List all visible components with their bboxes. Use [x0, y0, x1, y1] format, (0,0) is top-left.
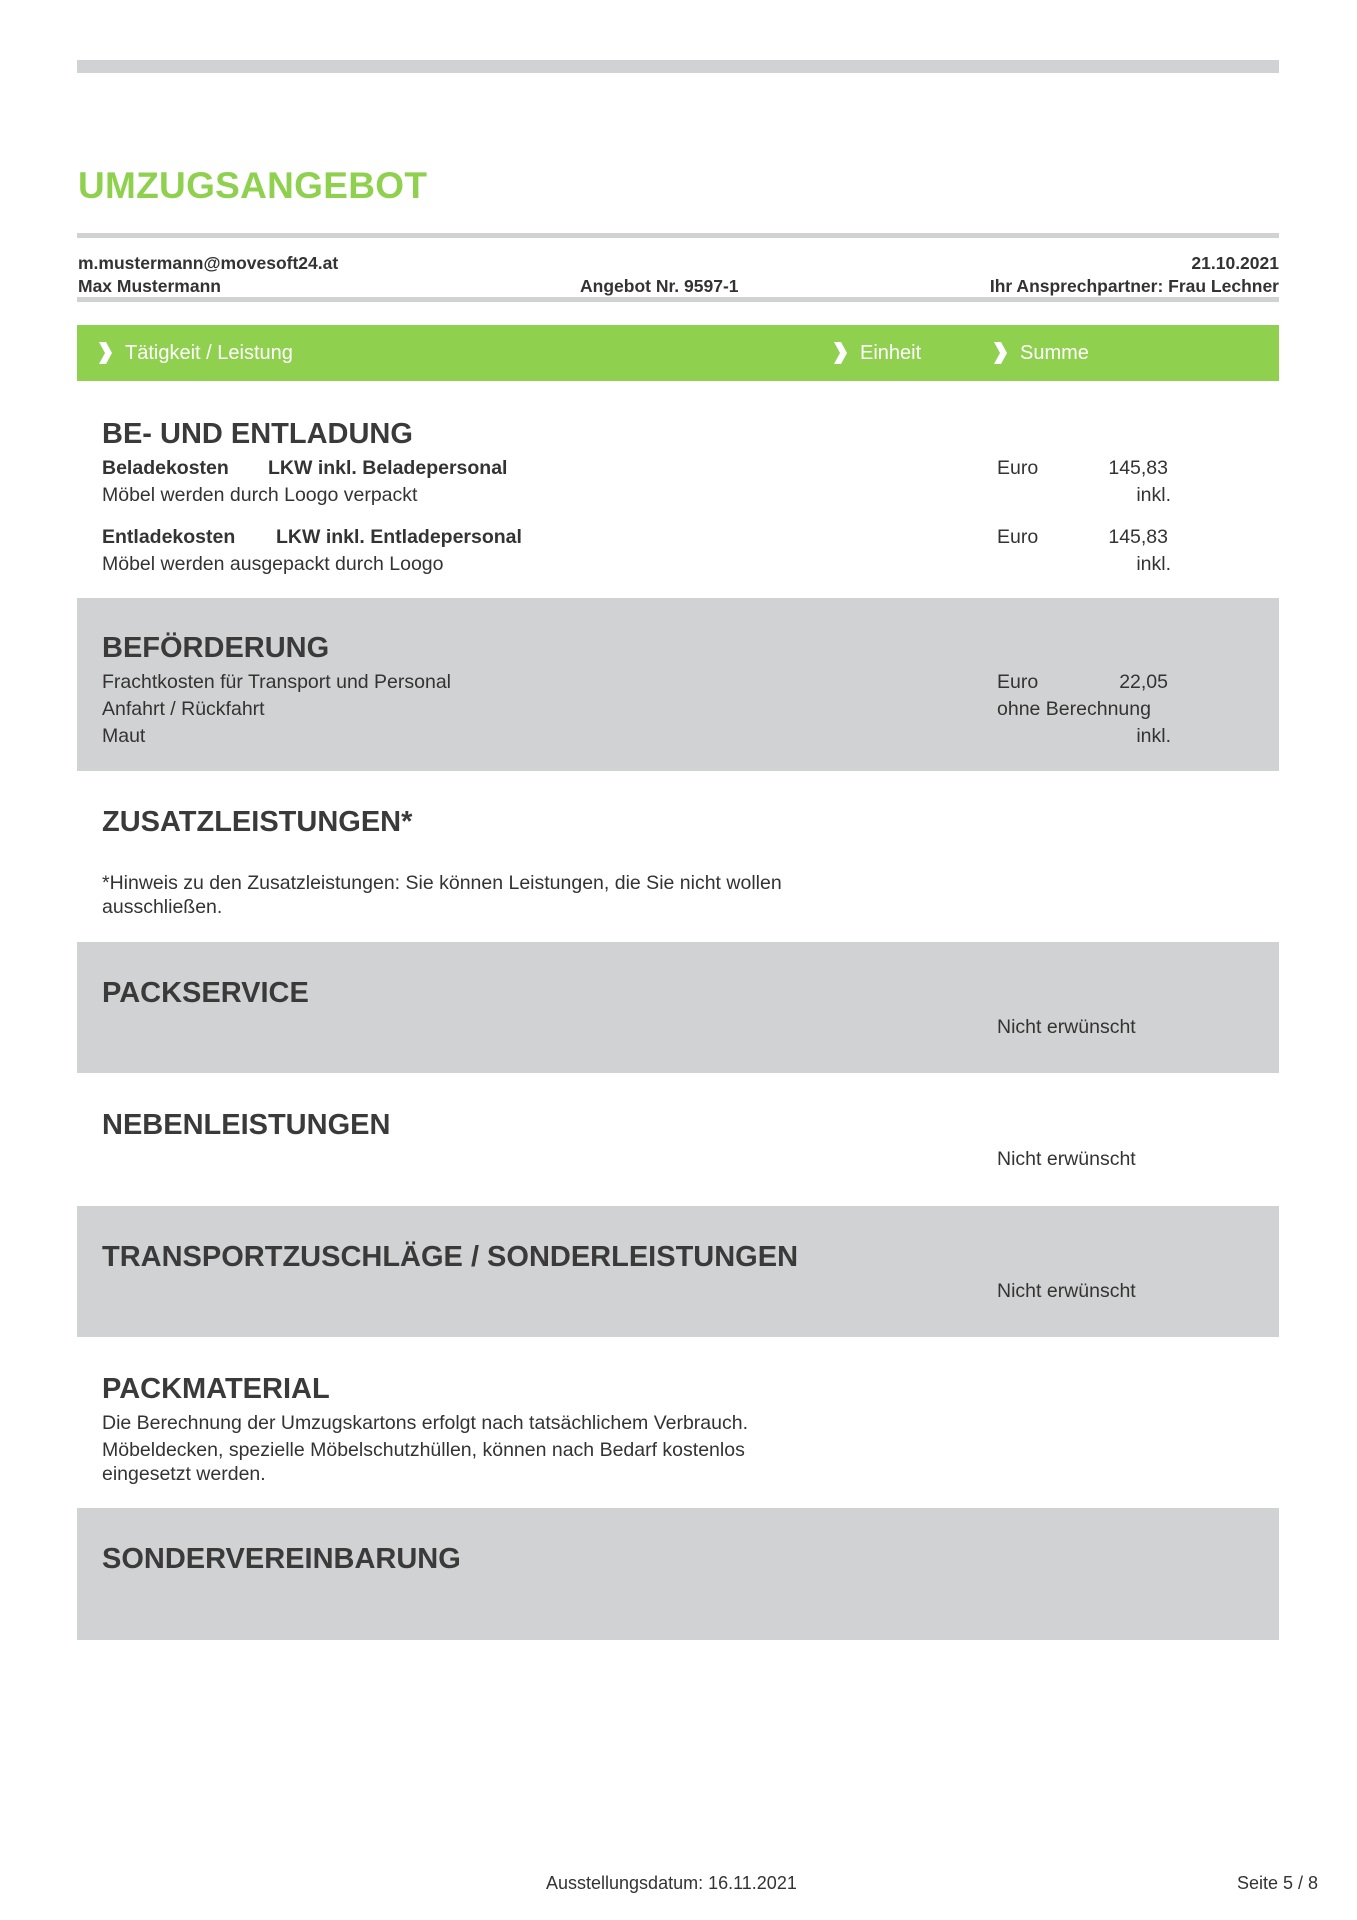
status-text: Nicht erwünscht — [997, 1280, 1136, 1302]
section-title-be-entladung: BE- UND ENTLADUNG — [102, 418, 413, 450]
transport-row-label: Maut — [102, 725, 146, 747]
transport-row-unit: Euro — [997, 671, 1039, 693]
item-label: Entladekosten — [102, 526, 236, 548]
status-text: Nicht erwünscht — [997, 1148, 1136, 1170]
packmaterial-text-2: Möbeldecken, spezielle Möbelschutzhüllen, können nach Bedarf kostenlos eingesetzt werden. — [102, 1439, 745, 1485]
transport-row-amount: 22,05 — [1119, 671, 1168, 693]
item-note-value: inkl. — [1136, 553, 1171, 575]
contact-person: Ihr Ansprechpartner: Frau Lechner — [989, 276, 1279, 296]
document-title: UMZUGSANGEBOT — [78, 165, 428, 206]
customer-email: m.mustermann@movesoft24.at — [78, 253, 339, 273]
status-text: Nicht erwünscht — [997, 1016, 1136, 1038]
item-unit: Euro — [997, 526, 1039, 548]
top-divider-bar — [77, 60, 1279, 73]
packmaterial-text-1: Die Berechnung der Umzugskartons erfolgt nach tatsächlichem Verbrauch. — [102, 1412, 749, 1434]
section-title-befoerderung: BEFÖRDERUNG — [102, 632, 330, 664]
footer-issue-date: Ausstellungsdatum: 16.11.2021 — [546, 1873, 797, 1893]
column-header-sum-label: Summe — [1020, 341, 1089, 364]
section-title-zusatzleistungen: ZUSATZLEISTUNGEN* — [102, 806, 413, 838]
section-title-packmaterial: PACKMATERIAL — [102, 1373, 330, 1405]
transport-row-label: Anfahrt / Rückfahrt — [102, 698, 265, 720]
header-rule-top — [77, 233, 1279, 238]
column-header-unit — [832, 341, 921, 365]
customer-name: Max Mustermann — [78, 276, 221, 296]
table-header-bar — [77, 325, 1279, 381]
item-amount: 145,83 — [1108, 457, 1168, 479]
transport-row-label: Frachtkosten für Transport und Personal — [102, 671, 452, 693]
transport-row-unit: ohne Berechnung — [997, 698, 1151, 720]
offer-date: 21.10.2021 — [1191, 253, 1279, 273]
footer-page-number: Seite 5 / 8 — [1236, 1873, 1318, 1893]
zusatz-hint: *Hinweis zu den Zusatzleistungen: Sie können Leistungen, die Sie nicht wollen ausschließen. — [102, 872, 782, 918]
item-unit: Euro — [997, 457, 1039, 479]
offer-number: Angebot Nr. 9597-1 — [580, 276, 739, 296]
section-title-nebenleistungen: NEBENLEISTUNGEN — [102, 1109, 391, 1141]
header-rule-bottom — [77, 297, 1279, 302]
section-title-transportzuschlaege: TRANSPORTZUSCHLÄGE / SONDERLEISTUNGEN — [102, 1241, 799, 1273]
transport-row-amount: inkl. — [1136, 725, 1171, 747]
chevron-right-icon — [832, 341, 848, 365]
section-title-packservice: PACKSERVICE — [102, 977, 309, 1009]
item-amount: 145,83 — [1108, 526, 1168, 548]
chevron-right-icon — [992, 341, 1008, 365]
column-header-activity-label: Tätigkeit / Leistung — [125, 341, 293, 364]
item-label: Beladekosten — [102, 457, 229, 479]
item-note: Möbel werden durch Loogo verpackt — [102, 484, 418, 506]
column-header-sum — [992, 341, 1089, 365]
column-header-activity — [97, 341, 293, 365]
item-note-value: inkl. — [1136, 484, 1171, 506]
item-note: Möbel werden ausgepackt durch Loogo — [102, 553, 444, 575]
item-detail: LKW inkl. Beladepersonal — [268, 457, 508, 479]
column-header-unit-label: Einheit — [860, 341, 922, 364]
section-title-sondervereinbarung: SONDERVEREINBARUNG — [102, 1543, 461, 1575]
item-detail: LKW inkl. Entladepersonal — [276, 526, 522, 548]
chevron-right-icon — [97, 341, 113, 365]
